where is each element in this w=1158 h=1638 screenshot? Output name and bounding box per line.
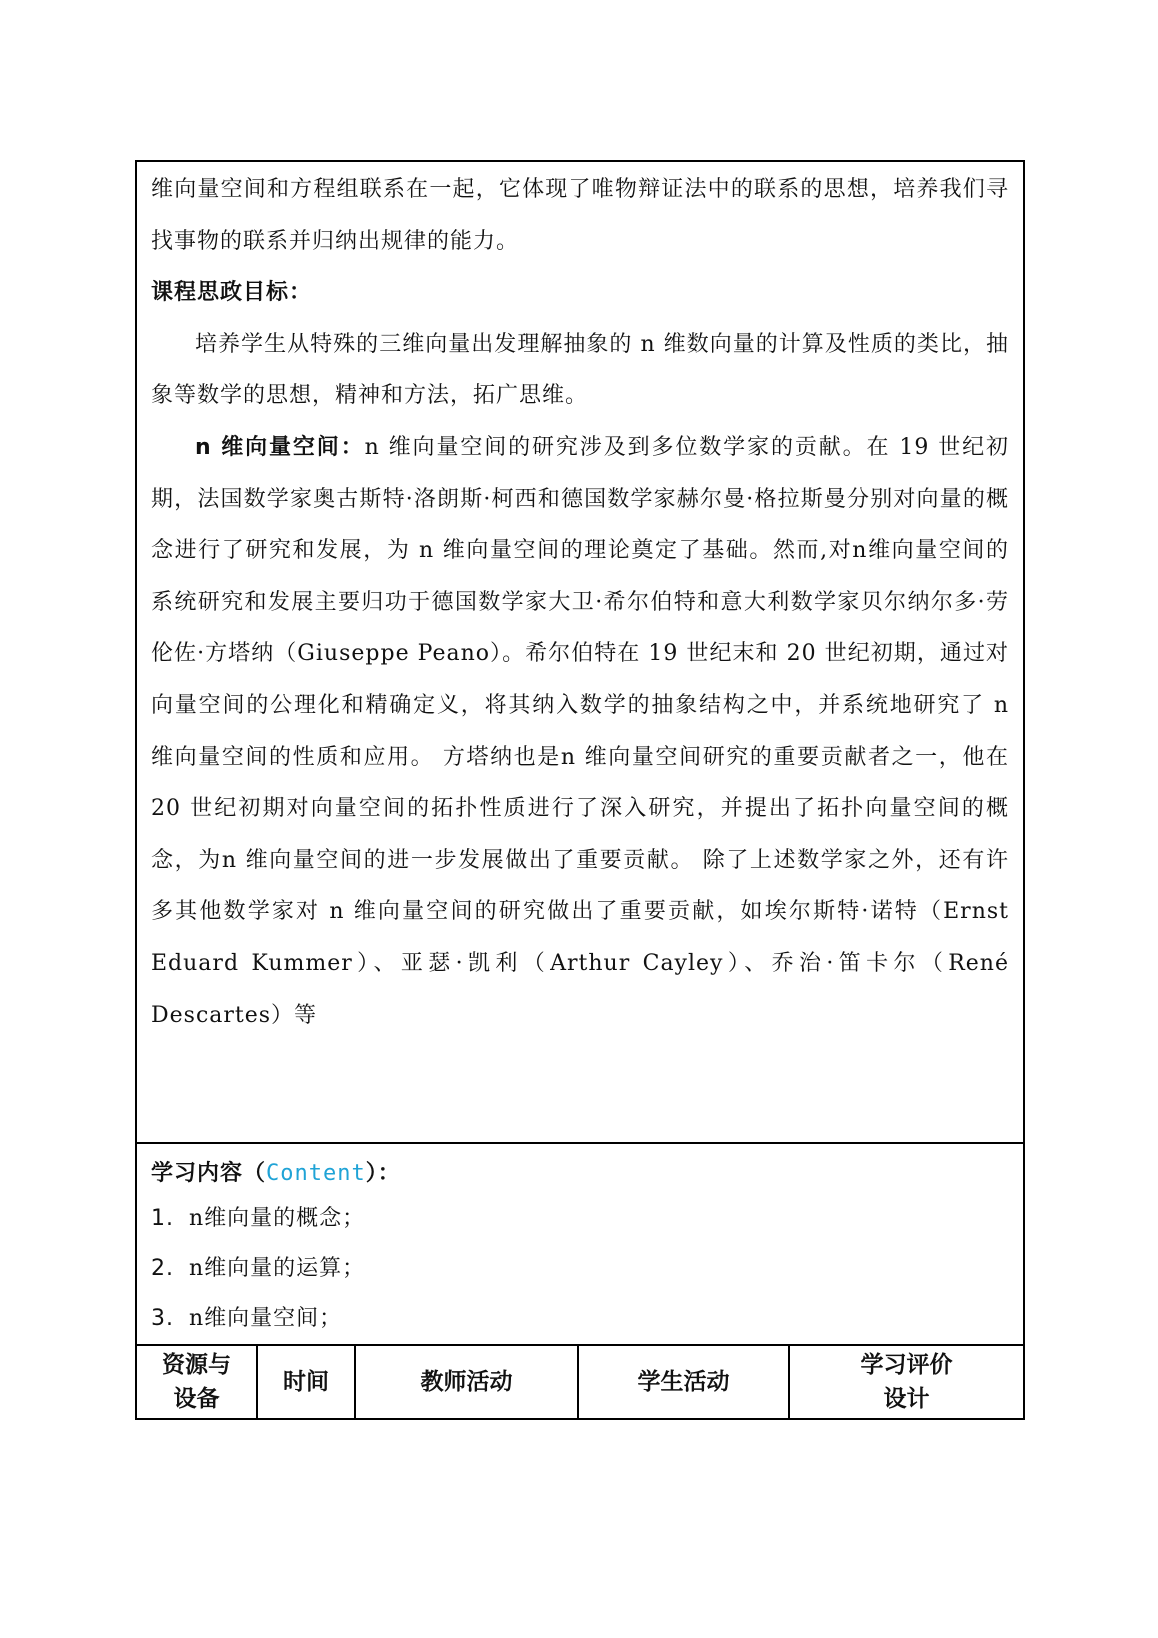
header-student-activity: [579, 1346, 790, 1418]
goal-heading: 课程思政目标：: [151, 280, 313, 306]
header-time: [258, 1346, 356, 1418]
history-text: n 维向量空间的研究涉及到多位数学家的贡献。在 19 世纪初期，法国数学家奥古斯特·洛朗斯·柯西和德国数学家赫尔曼·格拉斯曼分别对向量的概念进行了研究和发展，为 n 维向量空间的理论奠定了基础。然而,对n维向量空间的系统研究和发展主要归功于德国数学家大卫·希尔伯特和意大利数学家贝尔纳尔多·劳伦佐·方塔纳（Giuseppe Peano）。希尔伯特在 19 世纪末和 20 世纪初期，通过对向量空间的公理化和精确定义，将其纳入数学的抽象结构之中，并系统地研究了 n 维向量空间的性质和应用。 方塔纳也是n 维向量空间研究的重要贡献者之一，他在 20 世纪初期对向量空间的拓扑性质进行了深入研究，并提出了拓扑向量空间的概念，为n 维向量空间的进一步发展做出了重要贡献。 除了上述数学家之外，还有许多其他数学家对 n 维向量空间的研究做出了重要贡献，如埃尔斯特·诺特（Ernst Eduard Kummer）、亚瑟·凯利（Arthur Cayley）、乔治·笛卡尔（René Descartes）等: [151, 434, 1009, 1028]
list-item-number: 2.: [151, 1256, 174, 1281]
learning-content-cell: [137, 1144, 1023, 1346]
content-title-cn: 学习内容（: [151, 1161, 267, 1186]
list-item: [151, 1244, 1009, 1294]
history-heading: n 维向量空间：: [195, 434, 365, 460]
list-item: [151, 1294, 1009, 1344]
list-item: [151, 1194, 1009, 1244]
content-title-end: ）：: [365, 1161, 401, 1186]
goal-paragraph: 培养学生从特殊的三维向量出发理解抽象的 n 维数向量的计算及性质的类比，抽象等数学的思想，精神和方法，拓广思维。: [151, 331, 1009, 409]
intro-paragraph: 维向量空间和方程组联系在一起，它体现了唯物辩证法中的联系的思想，培养我们寻找事物的联系并归纳出规律的能力。: [151, 177, 1009, 254]
table-header-row: [137, 1346, 1023, 1418]
header-time-label: 时间: [283, 1369, 329, 1395]
list-item-text: n维向量的概念；: [189, 1206, 366, 1231]
list-item-text: n维向量空间；: [189, 1306, 343, 1331]
header-resources-label: 资源与设备: [162, 1352, 231, 1412]
header-teacher-activity-label: 教师活动: [420, 1369, 513, 1395]
main-text-cell: [137, 162, 1023, 1144]
header-student-activity-label: 学生活动: [637, 1369, 730, 1395]
content-list: [151, 1194, 1009, 1344]
list-item-number: 3.: [151, 1306, 174, 1331]
list-item-text: n维向量的运算；: [189, 1256, 366, 1281]
lesson-plan-table: [135, 160, 1025, 1420]
list-item-number: 1.: [151, 1206, 174, 1231]
content-title: [151, 1154, 1009, 1194]
header-assessment-design-label: 学习评价设计: [860, 1352, 953, 1412]
header-assessment-design: [790, 1346, 1023, 1418]
header-teacher-activity: [356, 1346, 579, 1418]
history-paragraph: [151, 422, 1009, 1041]
header-resources: [137, 1346, 258, 1418]
content-title-en: Content: [266, 1161, 366, 1186]
